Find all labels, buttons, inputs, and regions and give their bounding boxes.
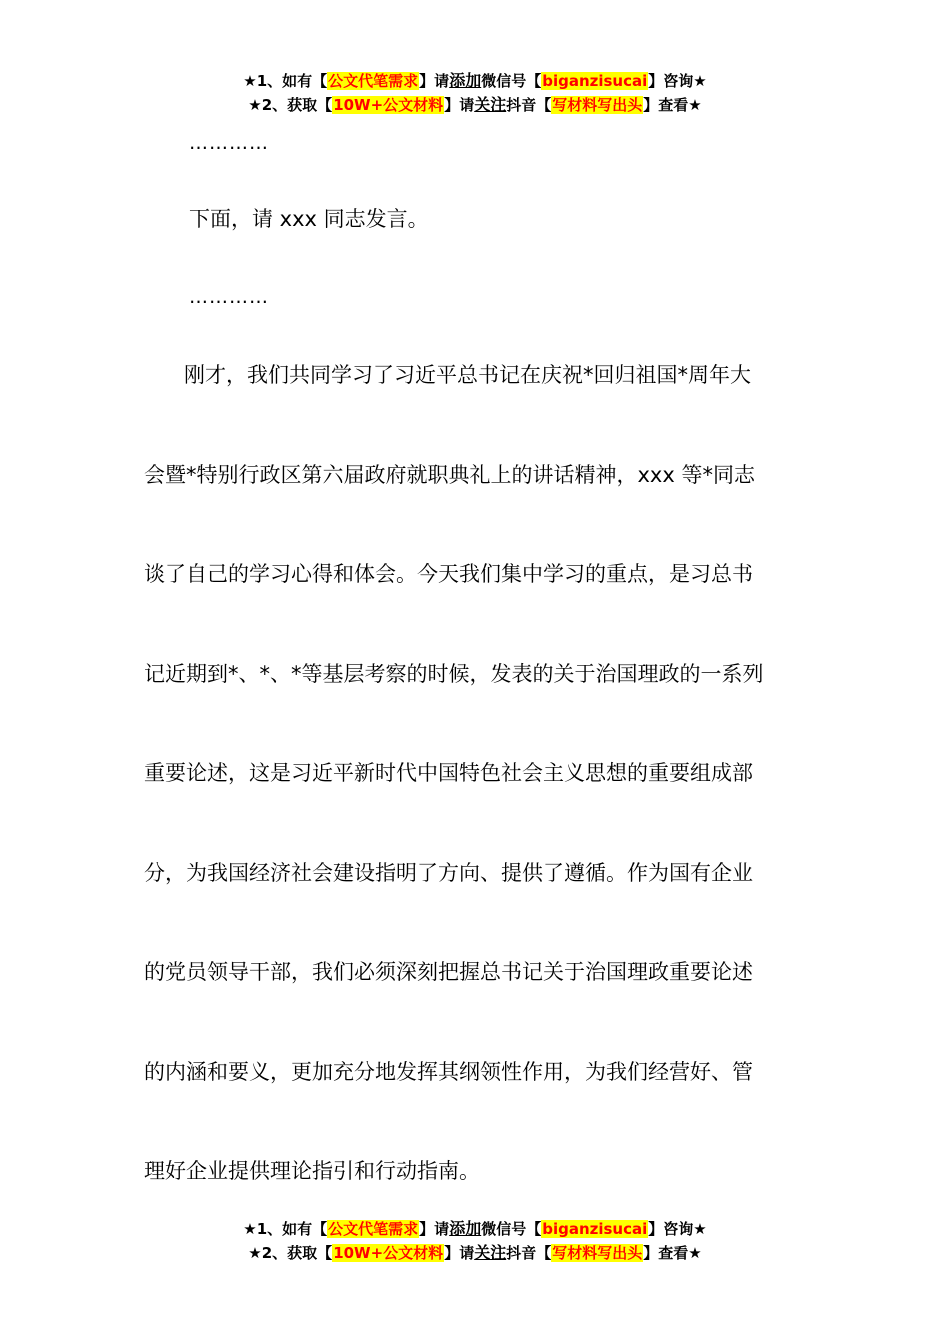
paragraph-line: 重要论述，这是习近平新时代中国特色社会主义思想的重要组成部 xyxy=(144,761,753,785)
footer-banner xyxy=(0,1217,950,1265)
banner-text: 微信号【 xyxy=(481,72,542,90)
paragraph-line: 记近期到*、*、*等基层考察的时候，发表的关于治国理政的一系列 xyxy=(144,662,764,686)
paragraph-line: 分，为我国经济社会建设指明了方向、提供了遵循。作为国有企业 xyxy=(144,861,753,885)
banner-text: ★1、如有【 xyxy=(243,72,328,90)
underlined-follow: 关注 xyxy=(474,95,507,114)
banner-text: ★1、如有【 xyxy=(243,1220,328,1238)
paragraph-line: 刚才，我们共同学习了习近平总书记在庆祝*回归祖国*周年大 xyxy=(144,363,752,387)
underlined-add: 添加 xyxy=(449,71,482,90)
banner-text: 】查看★ xyxy=(643,1244,702,1262)
banner-line-1 xyxy=(0,1217,950,1241)
underlined-add: 添加 xyxy=(449,1219,482,1238)
banner-text: 抖音【 xyxy=(506,1244,552,1262)
highlight-douyin: 写材料写出头 xyxy=(552,1244,643,1262)
highlight-wechat-id: biganzisucai xyxy=(542,72,648,90)
banner-text: 】请 xyxy=(444,1244,475,1262)
banner-text: 】请 xyxy=(419,72,450,90)
banner-text: 抖音【 xyxy=(506,96,552,114)
banner-line-2 xyxy=(0,93,950,117)
banner-text: 】请 xyxy=(444,96,475,114)
paragraph-line: 理好企业提供理论指引和行动指南。 xyxy=(144,1159,480,1183)
speaker-line: 下面，请 xxx 同志发言。 xyxy=(189,207,429,231)
paragraph-line: 会暨*特别行政区第六届政府就职典礼上的讲话精神，xxx 等*同志 xyxy=(144,463,755,487)
banner-text: 】咨询★ xyxy=(648,72,707,90)
banner-text: 微信号【 xyxy=(481,1220,542,1238)
underlined-follow: 关注 xyxy=(474,1243,507,1262)
highlight-douyin: 写材料写出头 xyxy=(552,96,643,114)
banner-text: 】查看★ xyxy=(643,96,702,114)
paragraph-line: 的党员领导干部，我们必须深刻把握总书记关于治国理政重要论述 xyxy=(144,960,753,984)
banner-line-2 xyxy=(0,1241,950,1265)
paragraph-line: 的内涵和要义，更加充分地发挥其纲领性作用，为我们经营好、管 xyxy=(144,1060,753,1084)
header-banner xyxy=(0,69,950,117)
highlight-wechat-id: biganzisucai xyxy=(542,1220,648,1238)
banner-text: ★2、获取【 xyxy=(248,96,333,114)
banner-text: 】咨询★ xyxy=(648,1220,707,1238)
highlight-materials: 10W+公文材料 xyxy=(333,96,444,114)
ellipsis-line: ………… xyxy=(189,286,269,308)
banner-line-1 xyxy=(0,69,950,93)
banner-text: 】请 xyxy=(419,1220,450,1238)
ellipsis-line: ………… xyxy=(189,132,269,154)
highlight-service: 公文代笔需求 xyxy=(328,1220,419,1238)
banner-text: ★2、获取【 xyxy=(248,1244,333,1262)
highlight-service: 公文代笔需求 xyxy=(328,72,419,90)
highlight-materials: 10W+公文材料 xyxy=(333,1244,444,1262)
paragraph-line: 谈了自己的学习心得和体会。今天我们集中学习的重点，是习总书 xyxy=(144,562,753,586)
